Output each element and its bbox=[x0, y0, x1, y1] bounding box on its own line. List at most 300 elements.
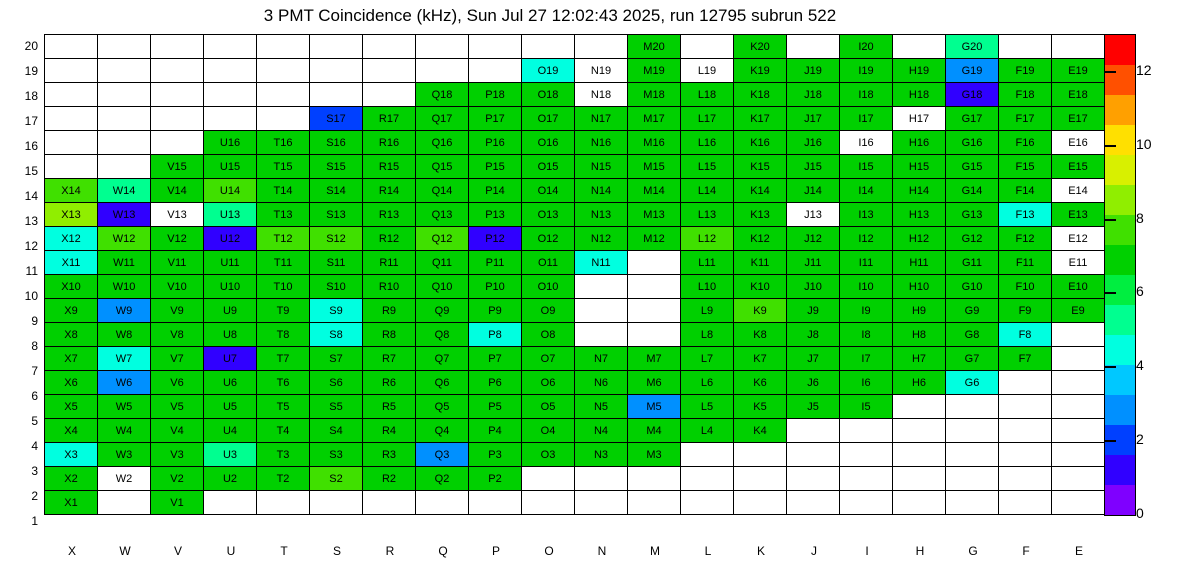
heatmap-cell-T14: T14 bbox=[257, 179, 310, 203]
heatmap-cell-empty bbox=[45, 83, 98, 107]
heatmap-cell-empty bbox=[310, 59, 363, 83]
heatmap-cell-empty bbox=[310, 491, 363, 515]
heatmap-cell-H19: H19 bbox=[893, 59, 946, 83]
heatmap-cell-V14: V14 bbox=[151, 179, 204, 203]
heatmap-cell-M17: M17 bbox=[628, 107, 681, 131]
heatmap-cell-K7: K7 bbox=[734, 347, 787, 371]
heatmap-cell-S15: S15 bbox=[310, 155, 363, 179]
heatmap-cell-empty bbox=[575, 275, 628, 299]
heatmap-cell-empty bbox=[893, 467, 946, 491]
heatmap-cell-Q6: Q6 bbox=[416, 371, 469, 395]
heatmap-cell-P2: P2 bbox=[469, 467, 522, 491]
heatmap-cell-O19: O19 bbox=[522, 59, 575, 83]
heatmap-cell-R3: R3 bbox=[363, 443, 416, 467]
heatmap-cell-empty bbox=[681, 491, 734, 515]
heatmap-cell-S11: S11 bbox=[310, 251, 363, 275]
heatmap-cell-K20: K20 bbox=[734, 35, 787, 59]
heatmap-cell-T6: T6 bbox=[257, 371, 310, 395]
heatmap-cell-Q12: Q12 bbox=[416, 227, 469, 251]
heatmap-cell-E19: E19 bbox=[1052, 59, 1105, 83]
y-axis-tick-6: 6 bbox=[31, 389, 38, 403]
heatmap-cell-empty bbox=[999, 35, 1052, 59]
heatmap-cell-O6: O6 bbox=[522, 371, 575, 395]
heatmap-cell-T9: T9 bbox=[257, 299, 310, 323]
colorbar-segment bbox=[1105, 185, 1135, 215]
heatmap-cell-P14: P14 bbox=[469, 179, 522, 203]
heatmap-cell-empty bbox=[363, 59, 416, 83]
heatmap-cell-J18: J18 bbox=[787, 83, 840, 107]
table-row bbox=[45, 347, 1105, 371]
heatmap-cell-T10: T10 bbox=[257, 275, 310, 299]
heatmap-cell-F8: F8 bbox=[999, 323, 1052, 347]
heatmap-cell-E13: E13 bbox=[1052, 203, 1105, 227]
heatmap-cell-I13: I13 bbox=[840, 203, 893, 227]
heatmap-cell-X5: X5 bbox=[45, 395, 98, 419]
heatmap-cell-I18: I18 bbox=[840, 83, 893, 107]
x-axis-tick-O: O bbox=[544, 544, 554, 558]
heatmap-cell-J5: J5 bbox=[787, 395, 840, 419]
heatmap-cell-G20: G20 bbox=[946, 35, 999, 59]
heatmap-cell-G19: G19 bbox=[946, 59, 999, 83]
x-axis-tick-R: R bbox=[385, 544, 395, 558]
heatmap-cell-empty bbox=[98, 491, 151, 515]
heatmap-cell-empty bbox=[363, 491, 416, 515]
heatmap-cell-E9: E9 bbox=[1052, 299, 1105, 323]
heatmap-cell-P17: P17 bbox=[469, 107, 522, 131]
heatmap-cell-empty bbox=[416, 35, 469, 59]
heatmap-cell-K16: K16 bbox=[734, 131, 787, 155]
heatmap-cell-empty bbox=[416, 59, 469, 83]
heatmap-cell-K17: K17 bbox=[734, 107, 787, 131]
table-row bbox=[45, 275, 1105, 299]
heatmap-cell-J13: J13 bbox=[787, 203, 840, 227]
heatmap-cell-X8: X8 bbox=[45, 323, 98, 347]
heatmap-cell-empty bbox=[628, 323, 681, 347]
heatmap-cell-empty bbox=[1052, 467, 1105, 491]
table-row bbox=[45, 83, 1105, 107]
heatmap-cell-R2: R2 bbox=[363, 467, 416, 491]
colorbar-tick-12: 12 bbox=[1136, 61, 1152, 78]
y-axis-tick-14: 14 bbox=[24, 189, 38, 203]
colorbar-tick-2: 2 bbox=[1136, 431, 1144, 448]
heatmap-cell-F9: F9 bbox=[999, 299, 1052, 323]
heatmap-cell-empty bbox=[151, 59, 204, 83]
heatmap-cell-S2: S2 bbox=[310, 467, 363, 491]
heatmap-cell-O16: O16 bbox=[522, 131, 575, 155]
heatmap-cell-empty bbox=[416, 491, 469, 515]
heatmap-cell-J8: J8 bbox=[787, 323, 840, 347]
heatmap-cell-F10: F10 bbox=[999, 275, 1052, 299]
heatmap-cell-T16: T16 bbox=[257, 131, 310, 155]
heatmap-cell-I5: I5 bbox=[840, 395, 893, 419]
heatmap-cell-T4: T4 bbox=[257, 419, 310, 443]
heatmap-cell-F17: F17 bbox=[999, 107, 1052, 131]
heatmap-cell-empty bbox=[45, 107, 98, 131]
heatmap-cell-H18: H18 bbox=[893, 83, 946, 107]
heatmap-cell-F7: F7 bbox=[999, 347, 1052, 371]
heatmap-cell-X12: X12 bbox=[45, 227, 98, 251]
heatmap-cell-K11: K11 bbox=[734, 251, 787, 275]
heatmap-cell-empty bbox=[45, 59, 98, 83]
heatmap-cell-empty bbox=[204, 491, 257, 515]
heatmap-cell-empty bbox=[734, 443, 787, 467]
heatmap-cell-N12: N12 bbox=[575, 227, 628, 251]
heatmap-cell-H13: H13 bbox=[893, 203, 946, 227]
heatmap-cell-F18: F18 bbox=[999, 83, 1052, 107]
heatmap-cell-empty bbox=[893, 491, 946, 515]
heatmap-cell-S5: S5 bbox=[310, 395, 363, 419]
colorbar-tick-line bbox=[1104, 145, 1116, 147]
heatmap-cell-S16: S16 bbox=[310, 131, 363, 155]
heatmap-cell-empty bbox=[1052, 443, 1105, 467]
x-axis-tick-Q: Q bbox=[438, 544, 448, 558]
heatmap-cell-R10: R10 bbox=[363, 275, 416, 299]
heatmap-cell-I19: I19 bbox=[840, 59, 893, 83]
heatmap-cell-empty bbox=[98, 131, 151, 155]
x-axis-tick-F: F bbox=[1022, 544, 1030, 558]
heatmap-cell-empty bbox=[45, 155, 98, 179]
heatmap-cell-U8: U8 bbox=[204, 323, 257, 347]
heatmap-cell-empty bbox=[787, 35, 840, 59]
x-axis-tick-X: X bbox=[67, 544, 76, 558]
heatmap-cell-L17: L17 bbox=[681, 107, 734, 131]
heatmap-cell-R4: R4 bbox=[363, 419, 416, 443]
heatmap-cell-W5: W5 bbox=[98, 395, 151, 419]
heatmap-cell-empty bbox=[575, 299, 628, 323]
y-axis-tick-18: 18 bbox=[24, 89, 38, 103]
heatmap-cell-K14: K14 bbox=[734, 179, 787, 203]
heatmap-cell-empty bbox=[575, 467, 628, 491]
heatmap-cell-E15: E15 bbox=[1052, 155, 1105, 179]
heatmap-cell-V5: V5 bbox=[151, 395, 204, 419]
heatmap-cell-M16: M16 bbox=[628, 131, 681, 155]
heatmap-cell-L15: L15 bbox=[681, 155, 734, 179]
heatmap-cell-empty bbox=[257, 35, 310, 59]
heatmap-cell-empty bbox=[1052, 347, 1105, 371]
heatmap-cell-O3: O3 bbox=[522, 443, 575, 467]
heatmap-cell-empty bbox=[257, 107, 310, 131]
heatmap-cell-I8: I8 bbox=[840, 323, 893, 347]
heatmap-cell-L13: L13 bbox=[681, 203, 734, 227]
table-row bbox=[45, 107, 1105, 131]
heatmap-cell-Q9: Q9 bbox=[416, 299, 469, 323]
heatmap-cell-H11: H11 bbox=[893, 251, 946, 275]
y-axis-tick-7: 7 bbox=[31, 364, 38, 378]
x-axis-tick-E: E bbox=[1074, 544, 1083, 558]
heatmap-grid bbox=[44, 34, 1105, 515]
heatmap-cell-F15: F15 bbox=[999, 155, 1052, 179]
heatmap-cell-J7: J7 bbox=[787, 347, 840, 371]
heatmap-cell-empty bbox=[999, 371, 1052, 395]
heatmap-cell-empty bbox=[628, 491, 681, 515]
heatmap-cell-empty bbox=[840, 419, 893, 443]
heatmap-cell-Q13: Q13 bbox=[416, 203, 469, 227]
heatmap-cell-O13: O13 bbox=[522, 203, 575, 227]
heatmap-cell-V1: V1 bbox=[151, 491, 204, 515]
x-axis-tick-G: G bbox=[968, 544, 978, 558]
heatmap-cell-K9: K9 bbox=[734, 299, 787, 323]
heatmap-cell-R6: R6 bbox=[363, 371, 416, 395]
colorbar-tick-line bbox=[1104, 292, 1116, 294]
heatmap-cell-M12: M12 bbox=[628, 227, 681, 251]
heatmap-cell-K19: K19 bbox=[734, 59, 787, 83]
heatmap-cell-R12: R12 bbox=[363, 227, 416, 251]
heatmap-cell-U5: U5 bbox=[204, 395, 257, 419]
table-row bbox=[45, 443, 1105, 467]
heatmap-cell-X6: X6 bbox=[45, 371, 98, 395]
y-axis-tick-20: 20 bbox=[24, 39, 38, 53]
heatmap-cell-F14: F14 bbox=[999, 179, 1052, 203]
heatmap-cell-M14: M14 bbox=[628, 179, 681, 203]
heatmap-cell-H14: H14 bbox=[893, 179, 946, 203]
table-row bbox=[45, 35, 1105, 59]
page-title: 3 PMT Coincidence (kHz), Sun Jul 27 12:02:43 2025, run 12795 subrun 522 bbox=[263, 6, 837, 25]
x-axis-tick-P: P bbox=[491, 544, 500, 558]
heatmap-cell-L5: L5 bbox=[681, 395, 734, 419]
colorbar-tick-0: 0 bbox=[1136, 505, 1144, 521]
heatmap-cell-empty bbox=[893, 419, 946, 443]
heatmap-cell-V4: V4 bbox=[151, 419, 204, 443]
x-axis-tick-J: J bbox=[811, 544, 817, 558]
heatmap-cell-H6: H6 bbox=[893, 371, 946, 395]
heatmap-cell-V10: V10 bbox=[151, 275, 204, 299]
heatmap-cell-N3: N3 bbox=[575, 443, 628, 467]
heatmap-cell-empty bbox=[787, 419, 840, 443]
heatmap-cell-N11: N11 bbox=[575, 251, 628, 275]
heatmap-cell-P7: P7 bbox=[469, 347, 522, 371]
heatmap-cell-J17: J17 bbox=[787, 107, 840, 131]
colorbar-segment bbox=[1105, 65, 1135, 95]
x-axis-tick-L: L bbox=[704, 544, 712, 558]
heatmap-cell-K15: K15 bbox=[734, 155, 787, 179]
heatmap-cell-P4: P4 bbox=[469, 419, 522, 443]
table-row bbox=[45, 299, 1105, 323]
heatmap-cell-X10: X10 bbox=[45, 275, 98, 299]
heatmap-cell-I10: I10 bbox=[840, 275, 893, 299]
heatmap-cell-W9: W9 bbox=[98, 299, 151, 323]
heatmap-cell-O11: O11 bbox=[522, 251, 575, 275]
heatmap-cell-M19: M19 bbox=[628, 59, 681, 83]
heatmap-cell-Q4: Q4 bbox=[416, 419, 469, 443]
heatmap-cell-T8: T8 bbox=[257, 323, 310, 347]
heatmap-cell-I14: I14 bbox=[840, 179, 893, 203]
heatmap-cell-empty bbox=[681, 35, 734, 59]
heatmap-cell-empty bbox=[946, 395, 999, 419]
heatmap-cell-empty bbox=[151, 107, 204, 131]
heatmap-cell-M6: M6 bbox=[628, 371, 681, 395]
heatmap-cell-S14: S14 bbox=[310, 179, 363, 203]
heatmap-cell-O18: O18 bbox=[522, 83, 575, 107]
heatmap-cell-N5: N5 bbox=[575, 395, 628, 419]
table-row bbox=[45, 491, 1105, 515]
heatmap-cell-X14: X14 bbox=[45, 179, 98, 203]
heatmap-cell-W14: W14 bbox=[98, 179, 151, 203]
heatmap-cell-empty bbox=[628, 299, 681, 323]
table-row bbox=[45, 59, 1105, 83]
heatmap-cell-I7: I7 bbox=[840, 347, 893, 371]
heatmap-cell-W12: W12 bbox=[98, 227, 151, 251]
heatmap-cell-empty bbox=[999, 395, 1052, 419]
heatmap-cell-Q15: Q15 bbox=[416, 155, 469, 179]
heatmap-cell-V12: V12 bbox=[151, 227, 204, 251]
table-row bbox=[45, 323, 1105, 347]
heatmap-cell-N18: N18 bbox=[575, 83, 628, 107]
heatmap-cell-Q16: Q16 bbox=[416, 131, 469, 155]
heatmap-cell-P11: P11 bbox=[469, 251, 522, 275]
heatmap-cell-G12: G12 bbox=[946, 227, 999, 251]
colorbar-tick-10: 10 bbox=[1136, 135, 1152, 152]
y-axis-tick-2: 2 bbox=[31, 489, 38, 503]
heatmap-cell-X9: X9 bbox=[45, 299, 98, 323]
heatmap-cell-W6: W6 bbox=[98, 371, 151, 395]
table-row bbox=[45, 251, 1105, 275]
heatmap-cell-empty bbox=[522, 467, 575, 491]
heatmap-cell-O14: O14 bbox=[522, 179, 575, 203]
heatmap-cell-P9: P9 bbox=[469, 299, 522, 323]
heatmap-cell-V3: V3 bbox=[151, 443, 204, 467]
heatmap-cell-empty bbox=[1052, 35, 1105, 59]
heatmap-cell-R8: R8 bbox=[363, 323, 416, 347]
colorbar-tick-8: 8 bbox=[1136, 209, 1144, 226]
colorbar-segment bbox=[1105, 305, 1135, 335]
heatmap-cell-K18: K18 bbox=[734, 83, 787, 107]
heatmap-cell-J10: J10 bbox=[787, 275, 840, 299]
y-axis-tick-19: 19 bbox=[24, 64, 38, 78]
table-row bbox=[45, 395, 1105, 419]
heatmap-cell-E18: E18 bbox=[1052, 83, 1105, 107]
heatmap-cell-empty bbox=[893, 395, 946, 419]
heatmap-cell-H12: H12 bbox=[893, 227, 946, 251]
heatmap-cell-U13: U13 bbox=[204, 203, 257, 227]
heatmap-cell-L16: L16 bbox=[681, 131, 734, 155]
heatmap-cell-N14: N14 bbox=[575, 179, 628, 203]
heatmap-cell-X13: X13 bbox=[45, 203, 98, 227]
heatmap-cell-G16: G16 bbox=[946, 131, 999, 155]
heatmap-cell-R7: R7 bbox=[363, 347, 416, 371]
colorbar-segment bbox=[1105, 275, 1135, 305]
heatmap-cell-K6: K6 bbox=[734, 371, 787, 395]
y-axis-tick-5: 5 bbox=[31, 414, 38, 428]
heatmap-cell-P10: P10 bbox=[469, 275, 522, 299]
colorbar-segment bbox=[1105, 35, 1135, 65]
y-axis-tick-12: 12 bbox=[24, 239, 38, 253]
heatmap-cell-T7: T7 bbox=[257, 347, 310, 371]
heatmap-cell-L4: L4 bbox=[681, 419, 734, 443]
heatmap-cell-K13: K13 bbox=[734, 203, 787, 227]
heatmap-cell-empty bbox=[575, 323, 628, 347]
table-row bbox=[45, 419, 1105, 443]
heatmap-cell-W7: W7 bbox=[98, 347, 151, 371]
heatmap-cell-empty bbox=[204, 107, 257, 131]
heatmap-cell-M4: M4 bbox=[628, 419, 681, 443]
heatmap-cell-empty bbox=[45, 35, 98, 59]
heatmap-cell-L6: L6 bbox=[681, 371, 734, 395]
heatmap-cell-X2: X2 bbox=[45, 467, 98, 491]
heatmap-cell-T5: T5 bbox=[257, 395, 310, 419]
heatmap-cell-P15: P15 bbox=[469, 155, 522, 179]
heatmap-cell-empty bbox=[522, 491, 575, 515]
x-axis-tick-N: N bbox=[597, 544, 607, 558]
heatmap-cell-U6: U6 bbox=[204, 371, 257, 395]
heatmap-cell-S7: S7 bbox=[310, 347, 363, 371]
heatmap-cell-N13: N13 bbox=[575, 203, 628, 227]
heatmap-cell-U10: U10 bbox=[204, 275, 257, 299]
heatmap-cell-O7: O7 bbox=[522, 347, 575, 371]
table-row bbox=[45, 371, 1105, 395]
heatmap-cell-V6: V6 bbox=[151, 371, 204, 395]
y-axis-tick-16: 16 bbox=[24, 139, 38, 153]
heatmap-cell-M5: M5 bbox=[628, 395, 681, 419]
y-axis-tick-9: 9 bbox=[31, 314, 38, 328]
x-axis-tick-T: T bbox=[280, 544, 288, 558]
y-axis-tick-11: 11 bbox=[25, 264, 38, 278]
heatmap-cell-P5: P5 bbox=[469, 395, 522, 419]
heatmap-cell-empty bbox=[1052, 419, 1105, 443]
heatmap-cell-T13: T13 bbox=[257, 203, 310, 227]
heatmap-cell-empty bbox=[45, 131, 98, 155]
colorbar-tick-line bbox=[1104, 440, 1116, 442]
heatmap-cell-P3: P3 bbox=[469, 443, 522, 467]
heatmap-cell-empty bbox=[681, 443, 734, 467]
heatmap-cell-S10: S10 bbox=[310, 275, 363, 299]
heatmap-cell-empty bbox=[257, 59, 310, 83]
y-axis-tick-1: 1 bbox=[31, 514, 38, 528]
colorbar-tick-line bbox=[1104, 71, 1116, 73]
heatmap-cell-T15: T15 bbox=[257, 155, 310, 179]
heatmap-cell-L18: L18 bbox=[681, 83, 734, 107]
heatmap-cell-Q7: Q7 bbox=[416, 347, 469, 371]
heatmap-cell-empty bbox=[893, 35, 946, 59]
heatmap-cell-W2: W2 bbox=[98, 467, 151, 491]
heatmap-cell-I15: I15 bbox=[840, 155, 893, 179]
heatmap-cell-empty bbox=[98, 59, 151, 83]
y-axis-tick-3: 3 bbox=[31, 464, 38, 478]
heatmap-cell-L10: L10 bbox=[681, 275, 734, 299]
heatmap-cell-O9: O9 bbox=[522, 299, 575, 323]
heatmap-cell-W11: W11 bbox=[98, 251, 151, 275]
heatmap-cell-N19: N19 bbox=[575, 59, 628, 83]
heatmap-cell-R15: R15 bbox=[363, 155, 416, 179]
heatmap-cell-W3: W3 bbox=[98, 443, 151, 467]
heatmap-cell-R14: R14 bbox=[363, 179, 416, 203]
heatmap-cell-J12: J12 bbox=[787, 227, 840, 251]
heatmap-cell-empty bbox=[734, 491, 787, 515]
heatmap-cell-G10: G10 bbox=[946, 275, 999, 299]
heatmap-cell-X11: X11 bbox=[45, 251, 98, 275]
heatmap-cell-U2: U2 bbox=[204, 467, 257, 491]
colorbar-segment bbox=[1105, 365, 1135, 395]
heatmap-cell-E12: E12 bbox=[1052, 227, 1105, 251]
colorbar bbox=[1104, 34, 1136, 516]
heatmap-cell-G13: G13 bbox=[946, 203, 999, 227]
heatmap-cell-T2: T2 bbox=[257, 467, 310, 491]
heatmap-cell-I11: I11 bbox=[840, 251, 893, 275]
heatmap-cell-empty bbox=[787, 491, 840, 515]
heatmap-cell-empty bbox=[893, 443, 946, 467]
heatmap-cell-M15: M15 bbox=[628, 155, 681, 179]
heatmap-cell-G15: G15 bbox=[946, 155, 999, 179]
heatmap-cell-V11: V11 bbox=[151, 251, 204, 275]
heatmap-cell-empty bbox=[469, 35, 522, 59]
y-axis-tick-13: 13 bbox=[24, 214, 38, 228]
heatmap-cell-empty bbox=[575, 35, 628, 59]
heatmap-cell-empty bbox=[151, 35, 204, 59]
heatmap-cell-H16: H16 bbox=[893, 131, 946, 155]
heatmap-cell-J9: J9 bbox=[787, 299, 840, 323]
x-axis-tick-S: S bbox=[332, 544, 341, 558]
heatmap-cell-M3: M3 bbox=[628, 443, 681, 467]
table-row bbox=[45, 227, 1105, 251]
